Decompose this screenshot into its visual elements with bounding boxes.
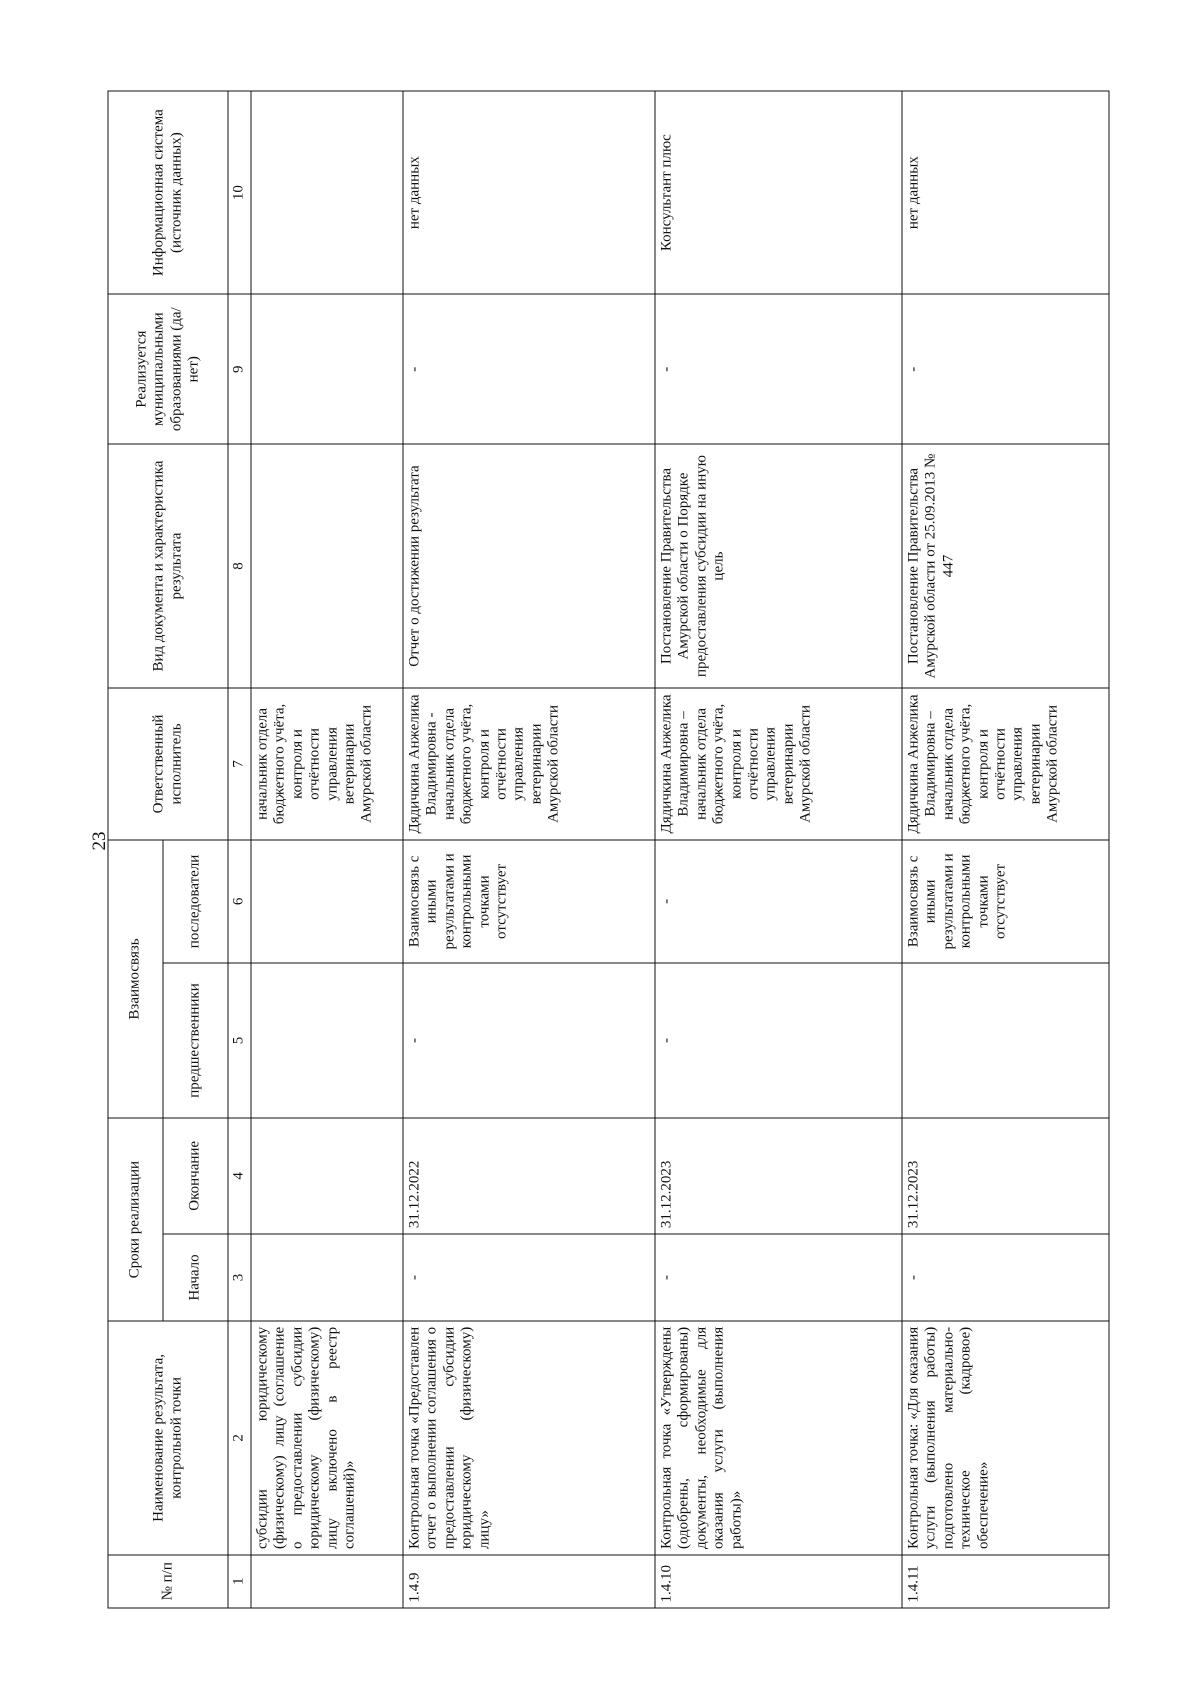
column-number: 1 <box>228 1555 251 1608</box>
cell-num: 1.4.11 <box>902 1555 1109 1608</box>
cell-predecessors <box>251 963 403 1118</box>
cell-info: нет данных <box>403 91 655 294</box>
cell-start <box>251 1234 403 1322</box>
column-number: 9 <box>228 294 251 444</box>
cell-successors: Взаимосвязь с иными результатами и контрольными точками отсутствует <box>403 840 655 963</box>
cell-successors: - <box>655 840 902 963</box>
cell-num: 1.4.9 <box>403 1555 655 1608</box>
cell-responsible: Дядичкина Анжелика Владимировна – начальник отдела бюджетного учёта, контроля и отчётности управления ветеринарии Амурской области <box>655 688 902 840</box>
header-predecessors: предшественники <box>163 963 228 1118</box>
cell-doc: Отчет о достижении результата <box>403 444 655 688</box>
cell-municipal: - <box>655 294 902 444</box>
cell-doc: Постановление Правительства Амурской области от 25.09.2013 № 447 <box>902 444 1109 688</box>
column-number-row <box>228 91 251 1608</box>
header-start: Начало <box>163 1234 228 1322</box>
header-num: № п/п <box>108 1555 228 1608</box>
cell-doc <box>251 444 403 688</box>
rotated-table-container <box>108 91 1133 1609</box>
cell-start: - <box>902 1234 1109 1322</box>
header-info: Информационная система (источник данных) <box>108 91 228 294</box>
header-end: Окончание <box>163 1118 228 1234</box>
cell-end <box>251 1118 403 1234</box>
cell-responsible: Дядичкина Анжелика Владимировна – начальник отдела бюджетного учёта, контроля и отчётности управления ветеринарии Амурской области <box>902 688 1109 840</box>
cell-successors <box>251 840 403 963</box>
table-header-row <box>108 91 163 1608</box>
column-number: 8 <box>228 444 251 688</box>
column-number: 6 <box>228 840 251 963</box>
cell-municipal: - <box>403 294 655 444</box>
page-number: 23 <box>89 831 110 851</box>
results-table <box>108 91 1110 1609</box>
cell-info: Консультант плюс <box>655 91 902 294</box>
cell-responsible: начальник отдела бюджетного учёта, контроля и отчётности управления ветеринарии Амурской области <box>251 688 403 840</box>
cell-responsible: Дядичкина Анжелика Владимировна - начальник отдела бюджетного учёта, контроля и отчётности управления ветеринарии Амурской области <box>403 688 655 840</box>
cell-end: 31.12.2022 <box>403 1118 655 1234</box>
cell-predecessors: - <box>655 963 902 1118</box>
column-number: 3 <box>228 1234 251 1322</box>
cell-end: 31.12.2023 <box>655 1118 902 1234</box>
cell-municipal <box>251 294 403 444</box>
table-row <box>902 91 1109 1608</box>
header-doc: Вид документа и характеристика результата <box>108 444 228 688</box>
cell-info <box>251 91 403 294</box>
table-row <box>403 91 655 1608</box>
cell-predecessors: - <box>403 963 655 1118</box>
column-number: 10 <box>228 91 251 294</box>
cell-name: Контрольная точка «Предоставлен отчет о выполнении соглашения о предоставлении субсидии юридическому (физическому) лицу» <box>403 1321 655 1554</box>
header-relation: Взаимосвязь <box>108 840 163 1118</box>
cell-info: нет данных <box>902 91 1109 294</box>
header-responsible: Ответственный исполнитель <box>108 688 228 840</box>
header-terms: Сроки реализации <box>108 1118 163 1321</box>
table-row <box>655 91 902 1608</box>
cell-start: - <box>403 1234 655 1322</box>
cell-num <box>251 1555 403 1608</box>
column-number: 5 <box>228 963 251 1118</box>
header-successors: последователи <box>163 840 228 963</box>
header-name: Наименование результата, контрольной точки <box>108 1321 228 1554</box>
cell-name: Контрольная точка «Утверждены (одобрены, сформированы) документы, необходимые для оказания услуги (выполнения работы)» <box>655 1321 902 1554</box>
column-number: 2 <box>228 1321 251 1554</box>
cell-num: 1.4.10 <box>655 1555 902 1608</box>
cell-predecessors <box>902 963 1109 1118</box>
cell-start: - <box>655 1234 902 1322</box>
cell-name: субсидии юридическому (физическому) лицу (соглашение о предоставлении субсидии юридическому (физическому) лицу включено в реестр соглашений)» <box>251 1321 403 1554</box>
header-municipal: Реализуется муниципальными образованиями (да/нет) <box>108 294 228 444</box>
column-number: 7 <box>228 688 251 840</box>
cell-successors: Взаимосвязь с иными результатами и контрольными точками отсутствует <box>902 840 1109 963</box>
cell-municipal: - <box>902 294 1109 444</box>
cell-name: Контрольная точка: «Для оказания услуги (выполнения работы) подготовлено материально-техническое (кадровое) обеспечение» <box>902 1321 1109 1554</box>
table-row <box>251 91 403 1608</box>
cell-doc: Постановление Правительства Амурской области о Порядке предоставления субсидии на иную цель <box>655 444 902 688</box>
column-number: 4 <box>228 1118 251 1234</box>
cell-end: 31.12.2023 <box>902 1118 1109 1234</box>
